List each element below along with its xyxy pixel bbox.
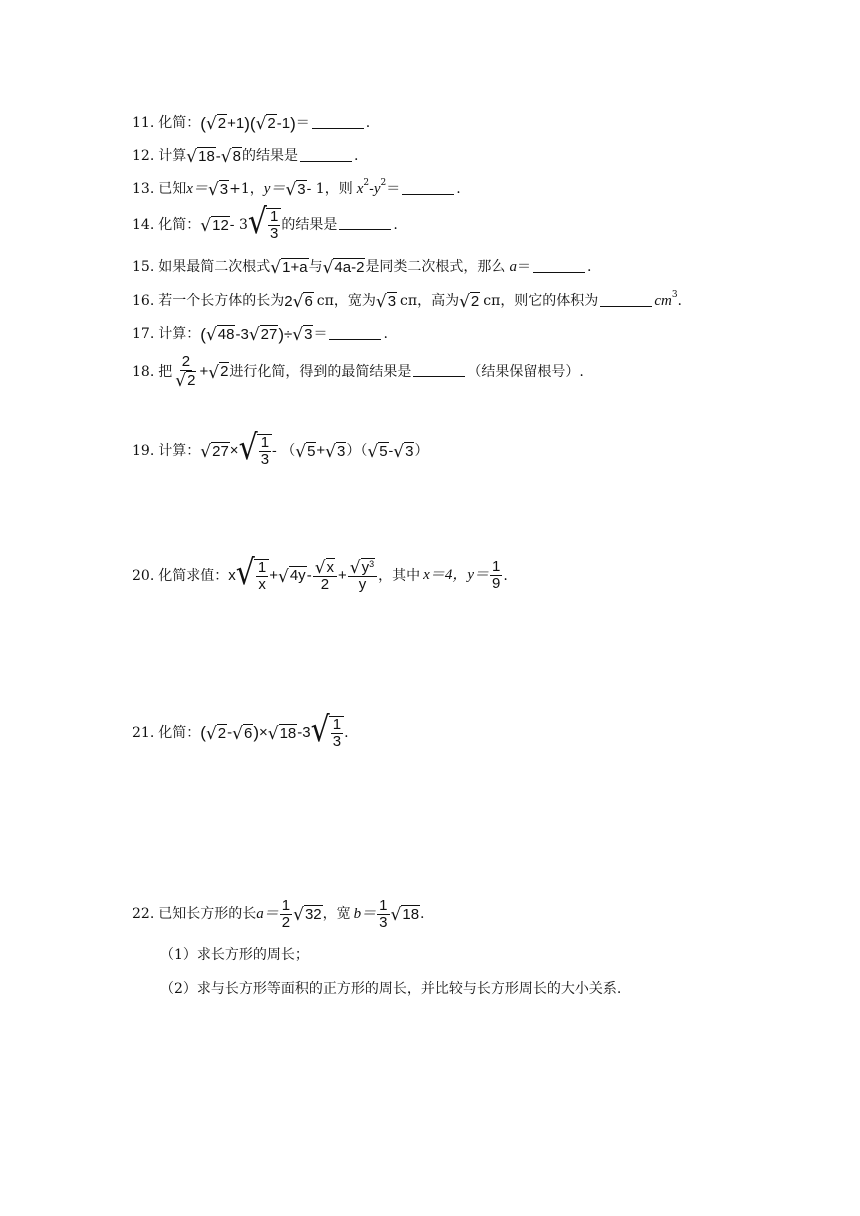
period: . [365, 115, 371, 132]
question-number: 15. [132, 259, 155, 276]
period: . [393, 216, 398, 233]
times-sign: × [258, 724, 268, 742]
sqrt-1-over-x: √ $\frac{1}{x}$ [236, 559, 269, 593]
paren-pair: ）（ [346, 442, 368, 459]
close-paren: ) [278, 324, 285, 344]
exponent: 2 [380, 177, 387, 188]
minus-open-paren: - （ [272, 442, 296, 459]
question-20 [132, 552, 508, 594]
question-14 [132, 202, 398, 243]
question-prompt: 化简： [158, 724, 201, 741]
answer-blank[interactable] [300, 151, 352, 162]
x-value: x＝4， [423, 567, 468, 583]
question-17 [132, 324, 388, 346]
question-number: 13. [132, 181, 155, 198]
question-13 [132, 177, 461, 201]
period: . [420, 906, 425, 923]
equals: ＝ [516, 259, 531, 276]
unit: cπ [400, 293, 418, 310]
question-number: 12. [132, 148, 155, 165]
sqrt-one-third: √ $\frac{1}{3}$ [248, 208, 281, 242]
divide-sign: ÷ [284, 325, 293, 343]
question-number: 17. [132, 326, 155, 343]
question-text: 的结果是 [241, 148, 298, 165]
fraction-1-over-3: $\frac{1}{3}$ [379, 897, 388, 931]
sqrt-6: √ 6 [292, 292, 313, 313]
sqrt-3: √ 3 [285, 180, 306, 201]
question-text: 的结果是 [281, 216, 338, 233]
question-text: 进行化简，得到的最简结果是 [229, 363, 412, 380]
plus-sign: + [199, 363, 209, 380]
sqrt-3: √ 3 [393, 441, 414, 462]
question-11 [132, 113, 371, 135]
question-19 [132, 428, 429, 469]
sqrt-2: √ 2 [205, 723, 227, 744]
answer-blank[interactable] [600, 296, 652, 307]
exponent: 3 [671, 289, 678, 300]
sqrt-3: √ 3 [375, 292, 397, 313]
answer-blank[interactable] [413, 366, 465, 377]
sqrt-4y: √ 4y [278, 566, 306, 587]
period: . [344, 724, 349, 741]
close-paren: ) [253, 723, 259, 743]
question-number: 22. [132, 906, 155, 923]
sqrt-18: √ 18 [390, 905, 420, 926]
var-y: y [373, 180, 381, 197]
question-number: 18. [132, 363, 155, 380]
minus-sign: - [215, 147, 221, 165]
sqrt-2: √ 2 [255, 114, 276, 135]
sqrt-27: √ 27 [200, 441, 229, 462]
question-text: ，高为 [417, 293, 460, 310]
fraction-2-over-sqrt2: 2 √ 2 [175, 353, 196, 391]
question-text: ，宽 [322, 906, 351, 923]
var-a: a [509, 258, 517, 275]
question-prompt: 化简： [158, 115, 201, 132]
plus-sign: + [316, 442, 326, 460]
close-paren: ) [244, 113, 250, 133]
question-16 [132, 289, 682, 313]
unit: cπ [483, 293, 501, 310]
y-equals: y＝ [263, 180, 286, 197]
question-prompt: 计算： [158, 442, 201, 459]
question-text: ，则它的体积为 [500, 293, 599, 310]
question-number: 20. [132, 567, 155, 584]
sqrt-18: √ 18 [267, 723, 297, 744]
question-note: （结果保留根号）. [467, 363, 584, 380]
period: . [677, 293, 682, 310]
var-x: x [228, 567, 236, 584]
open-paren: ( [200, 723, 206, 743]
exponent: 2 [363, 177, 370, 188]
sqrt-18: √ 18 [186, 147, 215, 168]
minus-sign: - [369, 181, 374, 198]
close-paren: ) [290, 113, 296, 133]
period: . [503, 567, 508, 584]
var-x: x [356, 180, 364, 197]
fraction-1-over-9: $\frac{1}{9}$ [492, 558, 501, 592]
times-sign: × [229, 442, 239, 460]
equals: ＝ [386, 181, 401, 198]
sqrt-48: √ 48 [205, 325, 235, 346]
plus-one: +1， [229, 181, 264, 198]
equals: ＝ [295, 115, 310, 132]
sqrt-8: √ 8 [220, 147, 241, 168]
sqrt-32: √ 32 [293, 905, 322, 926]
minus-three: -3 [235, 325, 249, 343]
question-prompt: 计算 [158, 148, 187, 165]
minus-one-text: - 1，则 [306, 181, 353, 198]
minus-sign: - [306, 567, 312, 584]
minus-sign: - [227, 724, 233, 742]
minus-sign: - [388, 442, 394, 459]
minus-three: -3 [297, 724, 311, 742]
sqrt-2: √ 2 [208, 362, 229, 383]
plus-one: +1 [227, 114, 245, 132]
question-prompt: 化简： [158, 216, 201, 233]
question-prompt: 若一个长方体的长为 [158, 293, 285, 310]
question-number: 14. [132, 216, 155, 233]
sqrt-27: √ 27 [248, 325, 278, 346]
sqrt-1-plus-a: √ 1+a [270, 258, 308, 279]
answer-blank[interactable] [533, 262, 585, 273]
unit: cπ [316, 293, 334, 310]
period: . [456, 181, 461, 198]
answer-blank[interactable] [339, 219, 391, 230]
unit-cm: cm [654, 292, 672, 309]
b-equals: b＝ [353, 905, 377, 922]
question-text: 是同类二次根式，那么 [365, 259, 506, 276]
sqrt-6: √ 6 [232, 723, 253, 744]
minus-three: - 3 [229, 216, 248, 233]
answer-blank[interactable] [312, 118, 364, 129]
sqrt-2: √ 2 [459, 292, 480, 313]
period: . [353, 148, 359, 165]
question-text: ，宽为 [333, 293, 376, 310]
question-prompt: 已知 [158, 181, 187, 198]
y-equals: y＝ [467, 567, 489, 583]
question-15 [132, 258, 592, 279]
question-18 [132, 354, 584, 389]
sqrt-4a-minus-2: √ 4a-2 [322, 258, 365, 279]
a-equals: a＝ [256, 905, 279, 922]
question-number: 11. [132, 115, 155, 132]
sqrt-5: √ 5 [367, 441, 388, 462]
sqrt-2: √ 2 [205, 114, 227, 135]
question-prompt: 已知长方形的长 [158, 906, 257, 923]
x-equals: x＝ [186, 180, 208, 197]
answer-blank[interactable] [402, 184, 454, 195]
open-paren: ( [200, 113, 206, 133]
open-paren: ( [249, 113, 256, 133]
question-prompt: 计算： [158, 326, 201, 343]
question-22 [132, 898, 425, 931]
sqrt-3: √ 3 [325, 441, 346, 462]
conjunction: 与 [308, 259, 323, 276]
plus-sign: + [338, 567, 347, 584]
answer-blank[interactable] [329, 329, 381, 340]
open-paren: ( [200, 324, 206, 344]
question-prompt: 如果最简二次根式 [158, 259, 271, 276]
equals: ＝ [313, 326, 328, 343]
question-21 [132, 710, 349, 751]
sqrt-one-third: √ $\frac{1}{3}$ [311, 716, 344, 750]
sqrt-3: √ 3 [292, 325, 313, 346]
question-prompt: 把 [158, 363, 173, 380]
sqrt-5: √ 5 [295, 441, 316, 462]
question-12 [132, 147, 359, 168]
sqrt-one-third: √ $\frac{1}{3}$ [239, 434, 272, 468]
question-prompt: 化简求值： [158, 567, 229, 584]
sqrt-3: √ 3 [207, 180, 229, 201]
sqrt-12: √ 12 [200, 215, 229, 236]
fraction-sqrtx-over-2: √ x 2 [313, 558, 337, 593]
close-paren: ） [414, 442, 429, 459]
question-22-part-2: （2）求与长方形等面积的正方形的周长，并比较与长方形周长的大小关系. [160, 981, 622, 997]
question-number: 19. [132, 442, 155, 459]
minus-one: -1 [276, 114, 291, 132]
question-22-part-1: （1）求长方形的周长； [160, 947, 309, 963]
period: . [586, 259, 592, 276]
fraction-sqrty3-over-y: √ $y^3$ y [348, 558, 377, 593]
period: . [383, 326, 388, 343]
coefficient: 2 [284, 292, 293, 310]
question-number: 16. [132, 293, 155, 310]
condition-text: ，其中 [378, 567, 421, 584]
plus-sign: + [269, 567, 278, 584]
fraction-1-over-2: $\frac{1}{2}$ [281, 897, 291, 931]
question-number: 21. [132, 724, 155, 741]
